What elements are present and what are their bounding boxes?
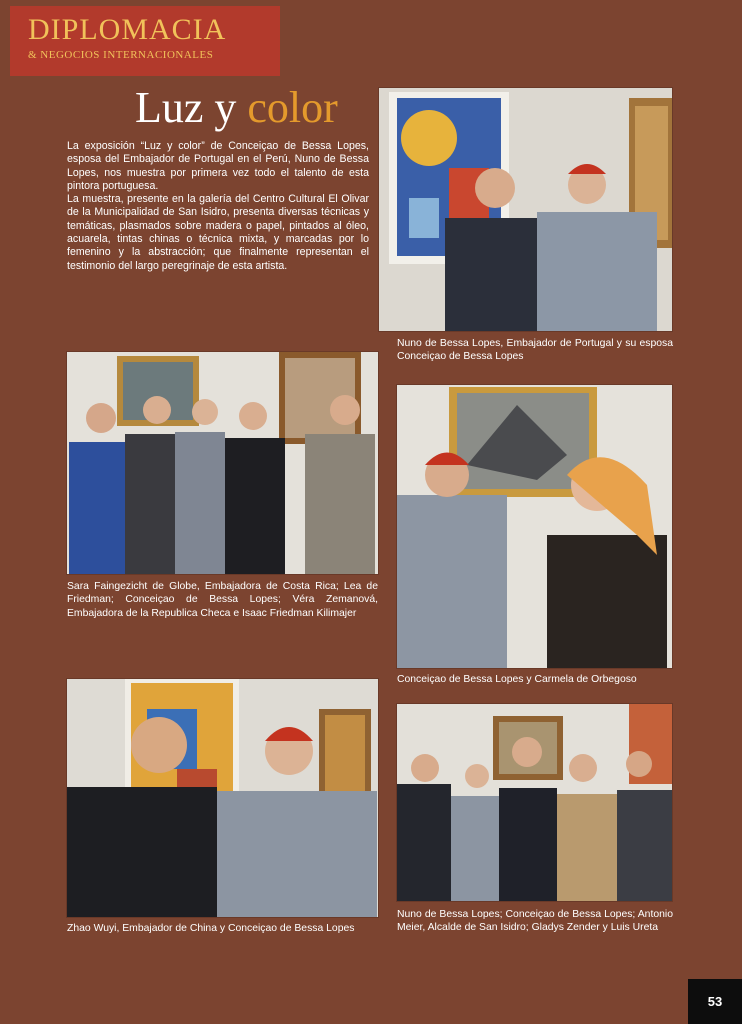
photo-group-mayor-image: [397, 704, 672, 901]
masthead-brand: DIPLOMACIA: [28, 13, 227, 46]
page-number: 53: [688, 979, 742, 1024]
photo-ambassador-and-wife-image: [379, 88, 672, 331]
photo-chinese-ambassador: [67, 679, 378, 917]
caption-photo-1: Nuno de Bessa Lopes, Embajador de Portugal y su esposa Conceiçao de Bessa Lopes: [397, 338, 673, 363]
article-paragraph-2: La muestra, presente en la galería del Centro Cultural El Olivar de la Municipalidad de San Isidro, presenta diversas técnicas y temáticas, plasmados sobre madera o papel, pintados al óleo, acuarela, tintas chinas o técnica mixta, y marcadas por lo femenino y la abstracción; que finalmente representan el testimonio del largo peregrinaje de esta artista.: [67, 193, 369, 272]
photo-group-five: [67, 352, 378, 574]
magazine-masthead: [10, 6, 280, 76]
article-title: [135, 82, 375, 138]
photo-group-mayor: [397, 704, 672, 901]
caption-photo-5: Nuno de Bessa Lopes; Conceiçao de Bessa Lopes; Antonio Meier, Alcalde de San Isidro; Gladys Zender y Luis Ureta: [397, 909, 673, 934]
masthead-subtitle: & NEGOCIOS INTERNACIONALES: [28, 49, 214, 61]
photo-two-women: [397, 385, 672, 668]
photo-ambassador-and-wife: [379, 88, 672, 331]
article-intro: [67, 140, 369, 273]
photo-two-women-image: [397, 385, 672, 668]
caption-photo-4: Zhao Wuyi, Embajador de China y Conceiçao de Bessa Lopes: [67, 923, 355, 934]
photo-chinese-ambassador-image: [67, 679, 378, 917]
caption-photo-2: Sara Faingezicht de Globe, Embajadora de Costa Rica; Lea de Friedman; Conceiçao de Bessa Lopes; Véra Zemanová, Embajadora de la Republica Checa e Isaac Friedman Kilimajer: [67, 581, 378, 619]
caption-photo-3: Conceiçao de Bessa Lopes y Carmela de Orbegoso: [397, 674, 637, 685]
photo-group-five-image: [67, 352, 378, 574]
article-paragraph-1: La exposición “Luz y color” de Conceiçao de Bessa Lopes, esposa del Embajador de Portugal en el Perú, Nuno de Bessa Lopes, nos muestra por primera vez todo el talento de esta pintora portuguesa.: [67, 140, 369, 192]
article-title-part1: Luz y: [135, 83, 237, 132]
article-title-part2: color: [247, 83, 338, 132]
